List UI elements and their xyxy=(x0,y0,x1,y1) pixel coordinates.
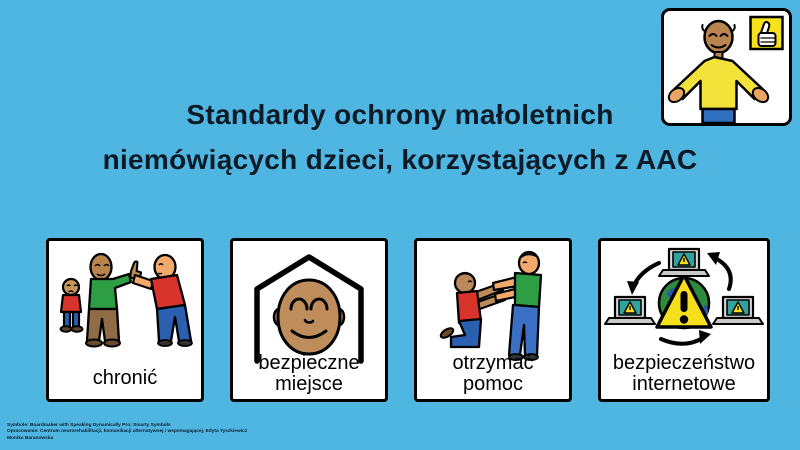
symbol-cards-row xyxy=(46,238,770,402)
card-label-line: bezpieczne xyxy=(258,352,360,374)
card-label-line: chronić xyxy=(92,367,158,389)
card-label-bezpieczenstwo-internetowe xyxy=(601,353,767,395)
card-label-chronic xyxy=(49,368,201,389)
card-label-line: otrzymać xyxy=(452,352,534,374)
symbol-card-chronic xyxy=(46,238,204,402)
symbol-card-bezpieczenstwo-internetowe xyxy=(598,238,770,402)
person-arms-open-thumbs-up-symbol-icon xyxy=(664,11,789,123)
card-label-line: miejsce xyxy=(275,373,343,395)
hero-symbol-card xyxy=(661,8,792,126)
card-label-line: internetowe xyxy=(632,373,736,395)
card-label-otrzymac-pomoc xyxy=(417,353,569,395)
card-label-line: pomoc xyxy=(462,373,524,395)
card-label-line: bezpieczeństwo xyxy=(612,352,756,374)
slide-title-line1: Standardy ochrony małoletnich xyxy=(186,99,614,130)
credits-block xyxy=(7,423,247,442)
card-label-bezpieczne-miejsce xyxy=(233,353,385,395)
symbol-card-bezpieczne-miejsce xyxy=(230,238,388,402)
credits-line2: Opracowanie: Centrum neurorehabilitacji, komunikacji alternatywnej i wspomagającej, Edyta Tyszkiewicz xyxy=(7,429,248,435)
credits-line3: Monika Baranowska xyxy=(7,435,54,441)
credits-line1: Symbole: Boardmaker with Speaking Dynamically Pro; Smarty Symbols xyxy=(7,423,171,428)
slide-title-line2: niemówiących dzieci, korzystających z AAC xyxy=(102,144,698,175)
symbol-card-otrzymac-pomoc xyxy=(414,238,572,402)
